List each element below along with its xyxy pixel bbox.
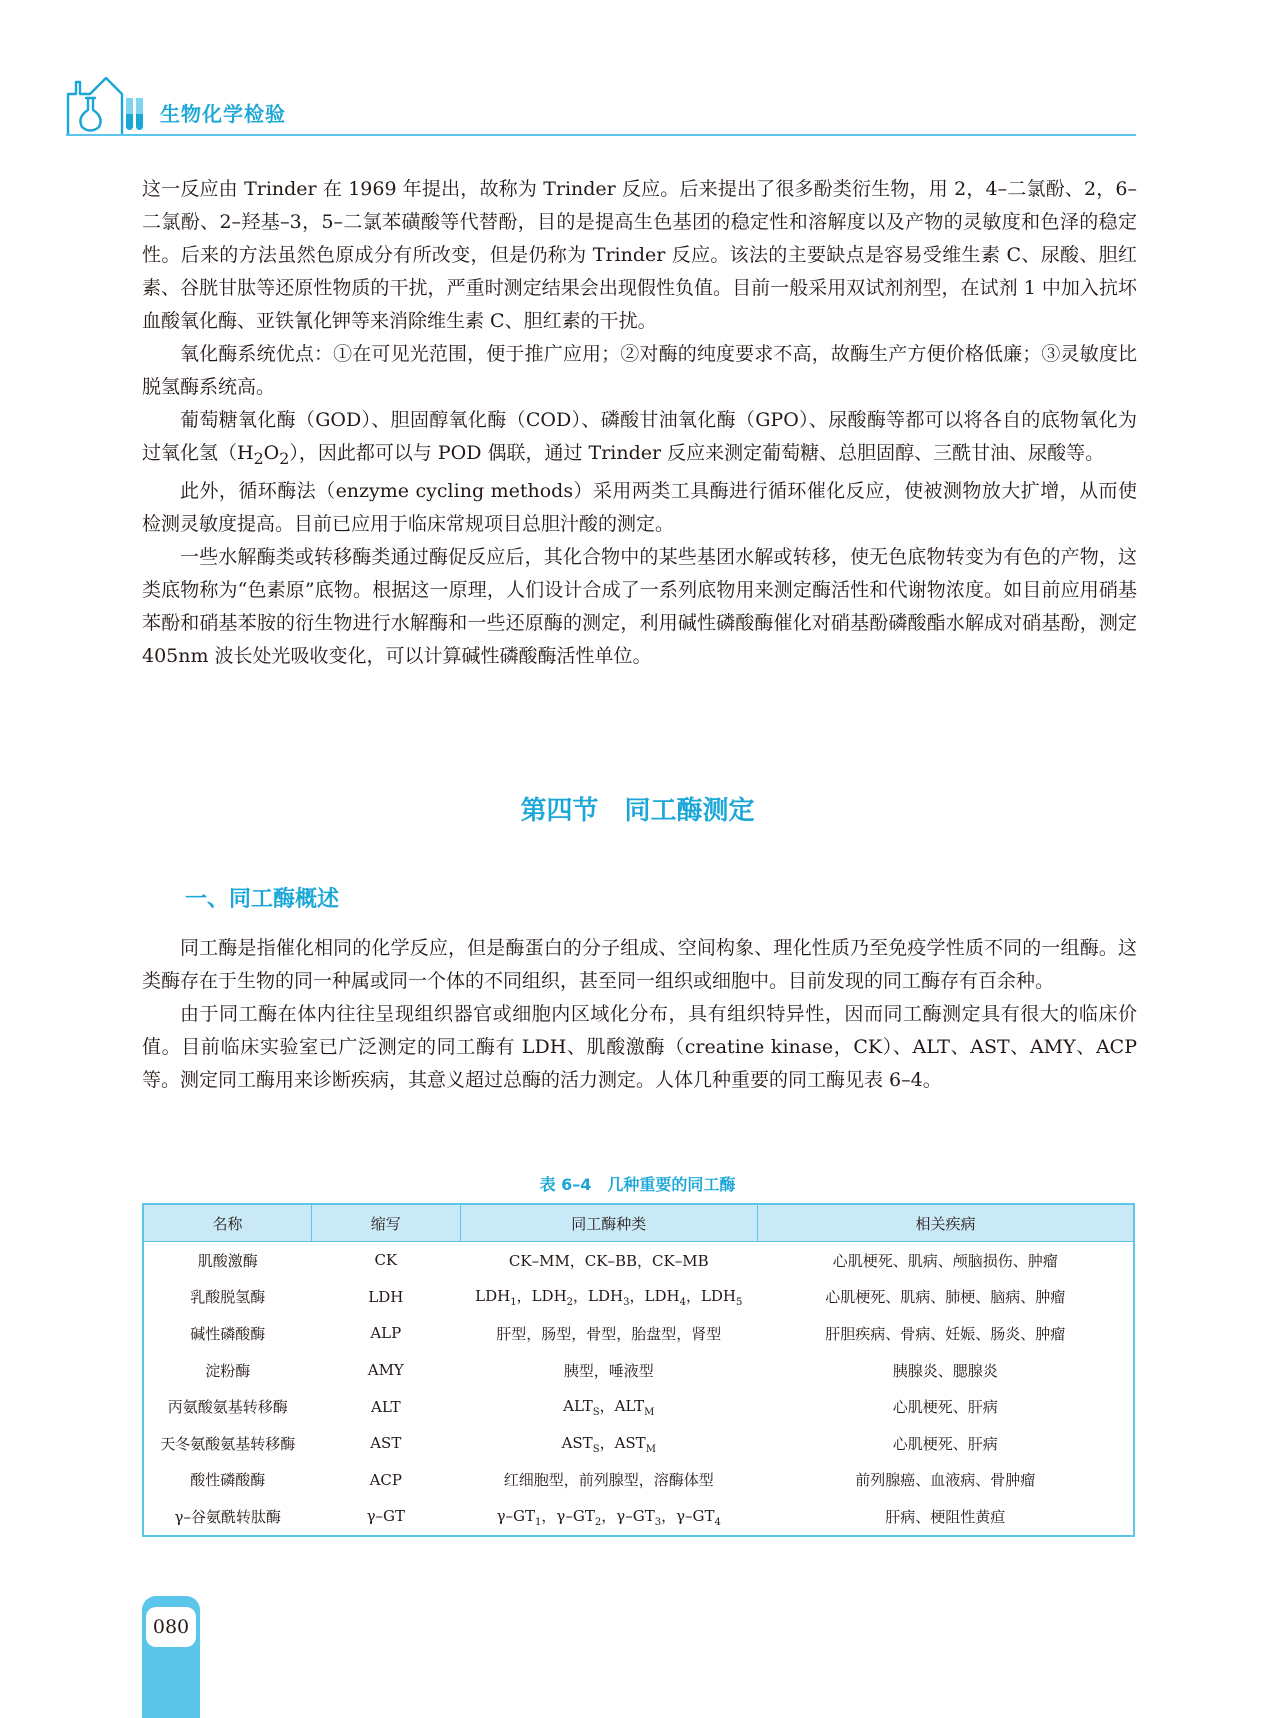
paragraph: 氧化酶系统优点：①在可见光范围，便于推广应用；②对酶的纯度要求不高，故酶生产方便价格低廉；③灵敏度比脱氢酶系统高。 — [142, 343, 1137, 398]
abbreviation-cell: LDH — [368, 1287, 404, 1306]
table-body — [143, 1242, 1134, 1536]
body-text-top — [142, 173, 1137, 673]
disease-cell: 肝胆疾病、骨病、妊娠、肠炎、肿瘤 — [825, 1324, 1066, 1343]
isoenzyme-table — [142, 1203, 1135, 1537]
enzyme-name-cell: 酸性磷酸酶 — [190, 1471, 266, 1490]
isoenzyme-types-cell — [460, 1462, 757, 1499]
isoenzyme-text: CK–MM，CK–BB，CK–MB — [508, 1251, 709, 1270]
column-header: 缩写 — [311, 1204, 460, 1242]
enzyme-name-cell: 乳酸脱氢酶 — [190, 1288, 266, 1307]
isoenzyme-types-cell — [460, 1498, 757, 1536]
isoenzyme-text: 胰型，唾液型 — [563, 1361, 654, 1380]
disease-cell: 心肌梗死、肝病 — [892, 1398, 998, 1417]
isoenzyme-subscript: 1 — [535, 1516, 542, 1528]
isoenzyme-types-cell — [460, 1279, 757, 1316]
isoenzyme-text: ，ALT — [599, 1397, 645, 1416]
isoenzyme-subscript: M — [645, 1443, 656, 1455]
table-row — [143, 1498, 1134, 1536]
table-row — [143, 1425, 1134, 1462]
table-row — [143, 1279, 1134, 1316]
section-title: 第四节 同工酶测定 — [520, 796, 755, 826]
paragraph-text: 葡萄糖氧化酶（GOD）、胆固醇氧化酶（COD）、磷酸甘油氧化酶（GPO）、尿酸酶等都可以将各自的底物氧化为过氧化氢（H — [142, 409, 1137, 464]
isoenzyme-text: 红细胞型，前列腺型，溶酶体型 — [503, 1471, 714, 1490]
disease-cell: 心肌梗死、肝病 — [892, 1434, 998, 1453]
paragraph-text: ），因此都可以与 POD 偶联，通过 Trinder 反应来测定葡萄糖、总胆固醇、三酰甘油、尿酸等。 — [289, 442, 1105, 464]
paragraph: 由于同工酶在体内往往呈现组织器官或细胞内区域化分布，具有组织特异性，因而同工酶测定具有很大的临床价值。目前临床实验室已广泛测定的同工酶有 LDH、肌酸激酶（creatine kinase，CK）、ALT、AST、AMY、ACP 等。测定同工酶用来诊断疾病，其意义超过总酶的活力测定。人体几种重要的同工酶见表 6–4。 — [142, 1003, 1137, 1091]
isoenzyme-types-cell — [460, 1242, 757, 1279]
isoenzyme-subscript: 4 — [679, 1297, 686, 1309]
isoenzyme-text: ，LDH — [629, 1287, 680, 1306]
isoenzyme-subscript: 1 — [510, 1297, 517, 1309]
disease-cell: 肝病、梗阻性黄疸 — [885, 1507, 1006, 1526]
isoenzyme-types-cell — [460, 1315, 757, 1352]
isoenzyme-subscript: 3 — [623, 1297, 630, 1309]
enzyme-name-cell: 碱性磷酸酶 — [190, 1324, 266, 1343]
table-caption: 表 6–4 几种重要的同工酶 — [539, 1175, 736, 1194]
isoenzyme-text: ，AST — [599, 1433, 646, 1452]
table-row — [143, 1242, 1134, 1279]
header-divider — [66, 134, 1136, 136]
paragraph: 一些水解酶类或转移酶类通过酶促反应后，其化合物中的某些基团水解或转移，使无色底物转变为有色的产物，这类底物称为“色素原”底物。根据这一原理，人们设计合成了一系列底物用来测定酶活性和代谢物浓度。如目前应用硝基苯酚和硝基苯胺的衍生物进行水解酶和一些还原酶的测定，利用碱性磷酸酶催化对硝基酚磷酸酯水解成对硝基酚，测定 405nm 波长处光吸收变化，可以计算碱性磷酸酶活性单位。 — [142, 545, 1137, 667]
isoenzyme-subscript: 2 — [566, 1297, 574, 1309]
isoenzyme-text: γ–GT — [496, 1506, 536, 1525]
body-text-bottom — [142, 932, 1137, 1097]
table-row — [143, 1352, 1134, 1389]
lab-flask-icon — [66, 68, 146, 134]
column-header: 名称 — [143, 1204, 311, 1242]
isoenzyme-text: ，LDH — [573, 1287, 624, 1306]
isoenzyme-text: ，γ–GT — [601, 1506, 655, 1525]
table-header-row — [143, 1204, 1134, 1242]
isoenzyme-subscript: 4 — [714, 1516, 721, 1528]
isoenzyme-subscript: 5 — [736, 1297, 743, 1309]
abbreviation-cell: AMY — [367, 1361, 404, 1380]
book-title: 生物化学检验 — [160, 102, 286, 126]
enzyme-name-cell: 天冬氨酸氨基转移酶 — [160, 1434, 296, 1453]
isoenzyme-types-cell — [460, 1352, 757, 1389]
paragraph: 此外，循环酶法（enzyme cycling methods）采用两类工具酶进行循环催化反应，使被测物放大扩增，从而使检测灵敏度提高。目前已应用于临床常规项目总胆汁酸的测定。 — [142, 479, 1137, 535]
table-row — [143, 1388, 1134, 1425]
disease-cell: 前列腺癌、血液病、骨肿瘤 — [855, 1471, 1036, 1490]
isoenzyme-text: ，LDH — [516, 1287, 567, 1306]
isoenzyme-types-cell — [460, 1388, 757, 1425]
isoenzyme-text: 肝型，肠型，骨型，胎盘型，肾型 — [496, 1324, 722, 1343]
table-row — [143, 1315, 1134, 1352]
page-number: 080 — [146, 1607, 196, 1647]
abbreviation-cell: AST — [370, 1434, 402, 1453]
isoenzyme-text: ALT — [563, 1397, 593, 1416]
isoenzyme-types-cell — [460, 1425, 757, 1462]
isoenzyme-text: LDH — [475, 1287, 511, 1306]
disease-cell: 心肌梗死、肌病、颅脑损伤、肿瘤 — [832, 1251, 1058, 1270]
isoenzyme-subscript: S — [592, 1443, 600, 1455]
paragraph-text: O — [263, 442, 280, 464]
isoenzyme-subscript: 2 — [594, 1516, 602, 1528]
abbreviation-cell: CK — [374, 1251, 398, 1270]
paragraph: 同工酶是指催化相同的化学反应，但是酶蛋白的分子组成、空间构象、理化性质乃至免疫学性质不同的一组酶。这类酶存在于生物的同一种属或同一个体的不同组织，甚至同一组织或细胞中。目前发现的同工酶存有百余种。 — [142, 937, 1137, 992]
abbreviation-cell: ACP — [369, 1470, 402, 1489]
subscript: 2 — [253, 448, 264, 468]
abbreviation-cell: γ–GT — [366, 1507, 406, 1526]
enzyme-name-cell: 丙氨酸氨基转移酶 — [167, 1398, 288, 1417]
paragraph: 这一反应由 Trinder 在 1969 年提出，故称为 Trinder 反应。后来提出了很多酚类衍生物，用 2，4–二氯酚、2，6–二氯酚、2–羟基–3，5–二氯苯磺酸等代替酚，目的是提高生色基团的稳定性和溶解度以及产物的灵敏度和色泽的稳定性。后来的方法虽然色原成分有所改变，但是仍称为 Trinder 反应。该法的主要缺点是容易受维生素 C、尿酸、胆红素、谷胱甘肽等还原性物质的干扰，严重时测定结果会出现假性负值。目前一般采用双试剂剂型，在试剂 1 中加入抗坏血酸氧化酶、亚铁氰化钾等来消除维生素 C、胆红素的干扰。 — [142, 178, 1137, 332]
isoenzyme-text: AST — [561, 1433, 593, 1452]
isoenzyme-text: ，γ–GT — [541, 1506, 595, 1525]
subscript: 2 — [279, 448, 290, 468]
disease-cell: 胰腺炎、腮腺炎 — [892, 1361, 998, 1380]
page-header — [66, 68, 1136, 138]
enzyme-name-cell: 肌酸激酶 — [197, 1251, 258, 1270]
abbreviation-cell: ALP — [370, 1324, 402, 1343]
isoenzyme-subscript: 3 — [654, 1516, 662, 1528]
column-header: 相关疾病 — [757, 1204, 1134, 1242]
paragraph — [142, 404, 1137, 475]
isoenzyme-text: ，LDH — [685, 1287, 737, 1306]
isoenzyme-subscript: S — [592, 1407, 600, 1419]
disease-cell: 心肌梗死、肌病、肺梗、脑病、肿瘤 — [825, 1288, 1066, 1307]
isoenzyme-subscript: M — [644, 1407, 655, 1419]
enzyme-name-cell: γ–谷氨酰转肽酶 — [174, 1507, 281, 1526]
abbreviation-cell: ALT — [371, 1397, 401, 1416]
column-header: 同工酶种类 — [460, 1204, 757, 1242]
isoenzyme-text: ，γ–GT — [661, 1506, 715, 1525]
table-row — [143, 1462, 1134, 1499]
sub-heading: 一、同工酶概述 — [185, 887, 340, 912]
enzyme-name-cell: 淀粉酶 — [205, 1361, 251, 1380]
